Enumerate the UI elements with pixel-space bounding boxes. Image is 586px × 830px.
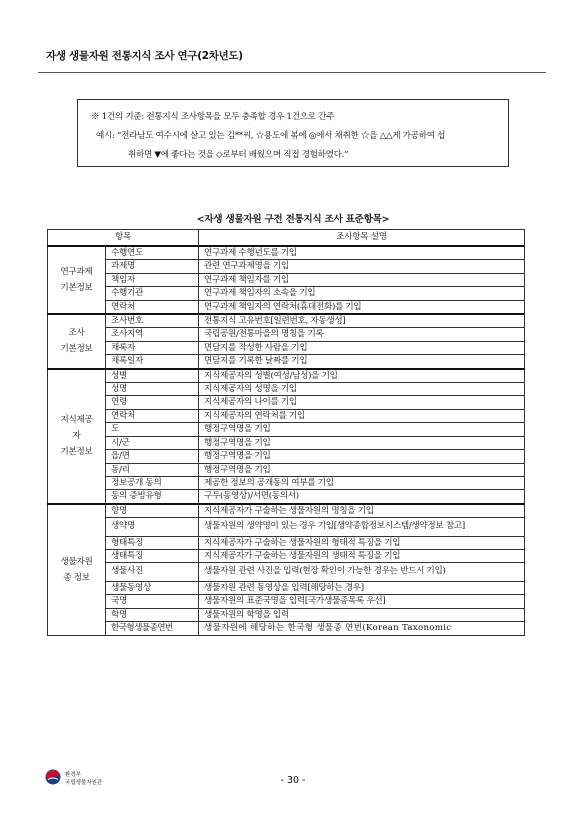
table-row [48,518,525,537]
table-row [48,550,525,563]
table-row [48,246,525,260]
table-title: <자생 생물자원 구전 전통지식 조사 표준항목> [196,214,390,225]
item-cell: 국명 [106,595,199,608]
footer-org-line-2: 국립생물자원관 [65,780,103,786]
group-label: 조사 기본정보 [48,314,106,369]
description-cell: 생물자원 관련 동영상을 입력[해당하는 경우] [199,581,525,594]
table-row [48,383,525,396]
item-cell: 생물사진 [106,563,199,582]
item-cell: 생물동영상 [106,581,199,594]
table-row [48,328,525,341]
page-number: - 30 - [280,775,306,786]
table-row [48,287,525,300]
table-row [48,581,525,594]
table-row [48,608,525,621]
header-description: 조사항목 설명 [199,230,525,247]
item-cell: 성별 [106,369,199,383]
item-cell: 채록자 [106,341,199,354]
table-row [48,396,525,409]
description-cell: 지식제공자의 연락처를 기입 [199,409,525,422]
table-row [48,260,525,273]
table-row [48,490,525,504]
item-cell: 연락처 [106,409,199,422]
description-cell: 지식제공자가 구술하는 생물자원의 형태적 특징을 기입 [199,536,525,549]
description-cell: 행정구역명을 기입 [199,436,525,449]
description-cell: 행정구역명을 기입 [199,423,525,436]
group-label: 생물자원 종 정보 [48,504,106,635]
table-row [48,436,525,449]
item-cell: 채록일자 [106,355,199,369]
description-cell: 지식제공자의 나이를 기입 [199,396,525,409]
description-cell: 생물자원 관련 사진을 입력(현장 확인이 가능한 경우는 반드시 기입) [199,563,525,582]
table-row [48,341,525,354]
table-row [48,463,525,476]
group-label: 지식제공 자 기본정보 [48,369,106,504]
item-cell: 읍/면 [106,450,199,463]
description-cell: 지식제공자가 구술하는 생물자원의 명칭을 기입 [199,504,525,518]
item-cell: 연락처 [106,300,199,314]
item-cell: 한국형생물종연번 [106,622,199,635]
description-cell: 연구과제 수행년도를 기입 [199,246,525,260]
item-cell: 향명 [106,504,199,518]
item-cell: 생약명 [106,518,199,537]
footer-org-line-1: 환경부 [65,772,81,778]
note-box [77,99,509,167]
table-row [48,314,525,328]
page-header-title: 자생 생물자원 전통지식 조사 연구(2차년도) [46,50,243,62]
table-row [48,622,525,635]
table-row [48,355,525,369]
description-cell: 생물자원의 학명을 입력 [199,608,525,621]
table-row [48,504,525,518]
description-cell: 전통지식 고유번호[일련번호, 자동생성] [199,314,525,328]
item-cell: 책임자 [106,273,199,286]
description-cell: 지식제공자의 성명을 기입 [199,383,525,396]
item-cell: 형태특징 [106,536,199,549]
table-row [48,536,525,549]
note-line-2: 예시: “전라남도 여수시에 살고 있는 김**씨, ☆용도에 볶에 ◎에서 채취한 ☆을 △△게 가공하여 섭 [96,131,446,141]
description-cell: 연구과제 책임자의 소속을 기입 [199,287,525,300]
item-cell: 정보공개 동의 [106,476,199,489]
table-body [48,246,525,635]
item-cell: 수행기관 [106,287,199,300]
note-line-1: ※ 1건의 기준: 전통지식 조사항목을 모두 충족할 경우 1건으로 간주 [91,112,335,122]
item-cell: 동의 증빙유형 [106,490,199,504]
description-cell: 연구과제 책임자의 연락처(휴대전화)를 기입 [199,300,525,314]
item-cell: 학명 [106,608,199,621]
note-line-3: 취하면 ▼에 좋다는 것을 ◇로부터 배웠으며 직접 경험하였다.” [128,150,349,160]
header-divider [38,72,546,73]
table-header-row [48,230,525,247]
group-label: 연구과제 기본정보 [48,246,106,314]
description-cell: 생물자원의 생약명이 있는 경우 기입[생약종합정보시스템/생약정보 참고] [199,518,525,537]
description-cell: 제공한 정보의 공개동의 여부를 기입 [199,476,525,489]
table-row [48,300,525,314]
item-cell: 수행연도 [106,246,199,260]
standard-items-table [47,229,525,636]
description-cell: 구두(동영상)/서면(동의서) [199,490,525,504]
description-cell: 관련 연구과제명을 기입 [199,260,525,273]
description-cell: 행정구역명을 기입 [199,450,525,463]
description-cell: 지식제공자가 구술하는 생물자원의 생태적 특징을 기입 [199,550,525,563]
item-cell: 조사지역 [106,328,199,341]
description-cell: 면담지를 기록한 날짜를 기입 [199,355,525,369]
item-cell: 동/리 [106,463,199,476]
item-cell: 연령 [106,396,199,409]
table-row [48,369,525,383]
item-cell: 도 [106,423,199,436]
item-cell: 조사번호 [106,314,199,328]
description-cell: 면담지를 작성한 사람을 기입 [199,341,525,354]
description-cell: 행정구역명을 기입 [199,463,525,476]
table-row [48,476,525,489]
description-cell: 지식제공자의 성별(여성/남성)을 기입 [199,369,525,383]
header-item: 항목 [48,230,199,247]
table-row [48,595,525,608]
table-row [48,450,525,463]
description-cell: 연구과제 책임자를 기입 [199,273,525,286]
table-row [48,273,525,286]
item-cell: 시/군 [106,436,199,449]
description-cell: 국립공원/전통마을의 명칭을 기록 [199,328,525,341]
table-row [48,423,525,436]
item-cell: 생태특징 [106,550,199,563]
table-row [48,563,525,582]
item-cell: 과제명 [106,260,199,273]
item-cell: 성명 [106,383,199,396]
table-row [48,409,525,422]
description-cell: 생물자원에 해당하는 한국형 생물종 연번(Korean Taxonomic [199,622,525,635]
description-cell: 생물자원의 표준국명을 입력[국가생물종목록 우선] [199,595,525,608]
